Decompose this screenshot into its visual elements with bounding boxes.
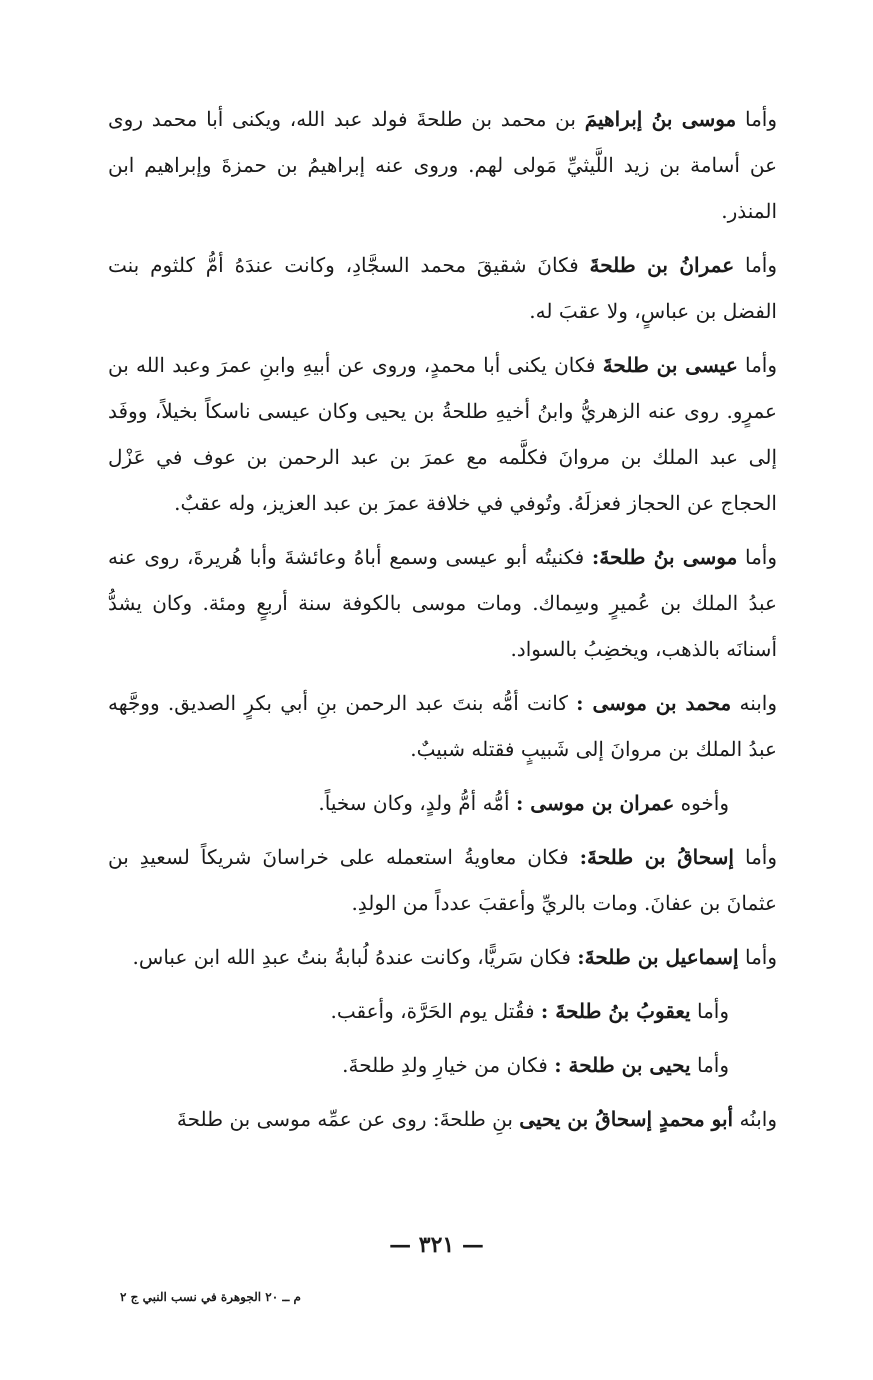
paragraph-body: فكانَ شقيقَ محمد السجَّادِ، وكانت عندَهُ أمُّ كلثوم بنت الفضل بن عباسٍ، ولا عقبَ له. <box>108 253 777 323</box>
paragraph-muhammad-ibn-musa <box>108 680 777 772</box>
paragraph-ishaq-ibn-yahya <box>108 1096 777 1142</box>
person-name: موسى بنُ طلحةَ: <box>591 545 738 569</box>
paragraph-lead: وأما <box>696 1053 729 1077</box>
person-name: يحيى بن طلحة : <box>554 1053 691 1077</box>
person-name: إسحاقُ بن طلحةَ: <box>579 845 734 869</box>
person-name: عمرانُ بن طلحةَ <box>589 253 735 277</box>
paragraph-imran-ibn-musa <box>108 780 777 826</box>
paragraph-lead: وأخوه <box>680 791 729 815</box>
paragraph-ishaq-ibn-talha <box>108 834 777 926</box>
paragraph-body: فكان معاويةُ استعمله على خراسانَ شريكاً لسعيدِ بن عثمانَ بن عفانَ. ومات بالريِّ وأعقبَ عدداً من الولدِ. <box>108 845 777 915</box>
paragraph-imran-ibn-talha <box>108 242 777 334</box>
main-text <box>108 96 777 1150</box>
paragraph-lead: وأما <box>744 845 778 869</box>
page-number: — ٣٢١ — <box>389 1232 484 1258</box>
paragraph-lead: وابنُه <box>739 1107 777 1131</box>
paragraph-body: فقُتل يوم الحَرَّة، وأعقب. <box>330 999 535 1023</box>
paragraph-yahya-ibn-talha <box>108 1042 777 1088</box>
person-name: أبو محمدٍ إسحاقُ بن يحيى <box>519 1107 734 1131</box>
paragraph-body: فكنيتُه أبو عيسى وسمع أباهُ وعائشةَ وأبا هُريرةَ، روى عنه عبدُ الملك بن عُميرٍ وسِماك. ومات موسى بالكوفة سنة أربعٍ ومئة. وكان يشدُّ أسنانَه بالذهب، ويخضِبُ بالسواد. <box>108 545 777 661</box>
paragraph-musa-ibn-ibrahim <box>108 96 777 234</box>
paragraph-lead: وأما <box>745 545 778 569</box>
paragraph-yaqub-ibn-talha <box>108 988 777 1034</box>
paragraph-lead: وأما <box>696 999 729 1023</box>
person-name: عيسى بن طلحةَ <box>602 353 738 377</box>
paragraph-body: بن محمد بن طلحةَ فولد عبد الله، ويكنى أبا محمد روى عن أسامة بن زيد اللَّيثيِّ مَولى لهم. وروى عنه إبراهيمُ بن حمزةَ وإبراهيم ابن المنذر. <box>108 107 778 223</box>
paragraph-body: فكان سَريًّا، وكانت عندهُ لُبابةُ بنتُ عبدِ الله ابن عباس. <box>132 945 571 969</box>
paragraph-body: كانت أمُّه بنتَ عبد الرحمن بنِ أبي بكرٍ الصديق. ووجَّهه عبدُ الملك بن مروانَ إلى شَبيبٍ فقتله شبيبٌ. <box>108 691 777 761</box>
paragraph-musa-ibn-talha <box>108 534 777 672</box>
paragraph-body: أمُّه أمُّ ولدٍ، وكان سخياً. <box>318 791 510 815</box>
paragraph-lead: وأما <box>745 253 778 277</box>
person-name: عمران بن موسى : <box>515 791 675 815</box>
paragraph-lead: وأما <box>744 107 778 131</box>
paragraph-isa-ibn-talha <box>108 342 777 526</box>
person-name: محمد بن موسى : <box>576 691 732 715</box>
person-name: إسماعيل بن طلحةَ: <box>577 945 739 969</box>
paragraph-lead: وأما <box>744 945 777 969</box>
paragraph-ismail-ibn-talha <box>108 934 777 980</box>
paragraph-lead: وابنه <box>739 691 778 715</box>
person-name: موسى بنُ إبراهيمَ <box>584 107 737 131</box>
paragraph-body: بنِ طلحةَ: روى عن عمِّه موسى بن طلحةَ <box>176 1107 513 1131</box>
paragraph-body: فكان يكنى أبا محمدٍ، وروى عن أبيهِ وابنِ عمرَ وعبد الله بن عمرٍو. روى عنه الزهريُّ وابنُ أخيهِ طلحةُ بن يحيى وكان عيسى ناسكاً بخيلاً، ووفَد إلى عبد الملك بن مروانَ فكلَّمه مع عمرَ بن عبد الرحمن بن عوف في عَزْل الحجاج عن الحجاز فعزلَهُ. وتُوفي في خلافة عمرَ بن عبد العزيز، وله عقبٌ. <box>108 353 777 515</box>
paragraph-lead: وأما <box>744 353 778 377</box>
paragraph-body: فكان من خيارِ ولدِ طلحةَ. <box>342 1053 548 1077</box>
person-name: يعقوبُ بنُ طلحةَ : <box>540 999 691 1023</box>
footer-signature-note: م ــ ٢٠ الجوهرة في نسب النبي ج ٢ <box>120 1290 301 1304</box>
